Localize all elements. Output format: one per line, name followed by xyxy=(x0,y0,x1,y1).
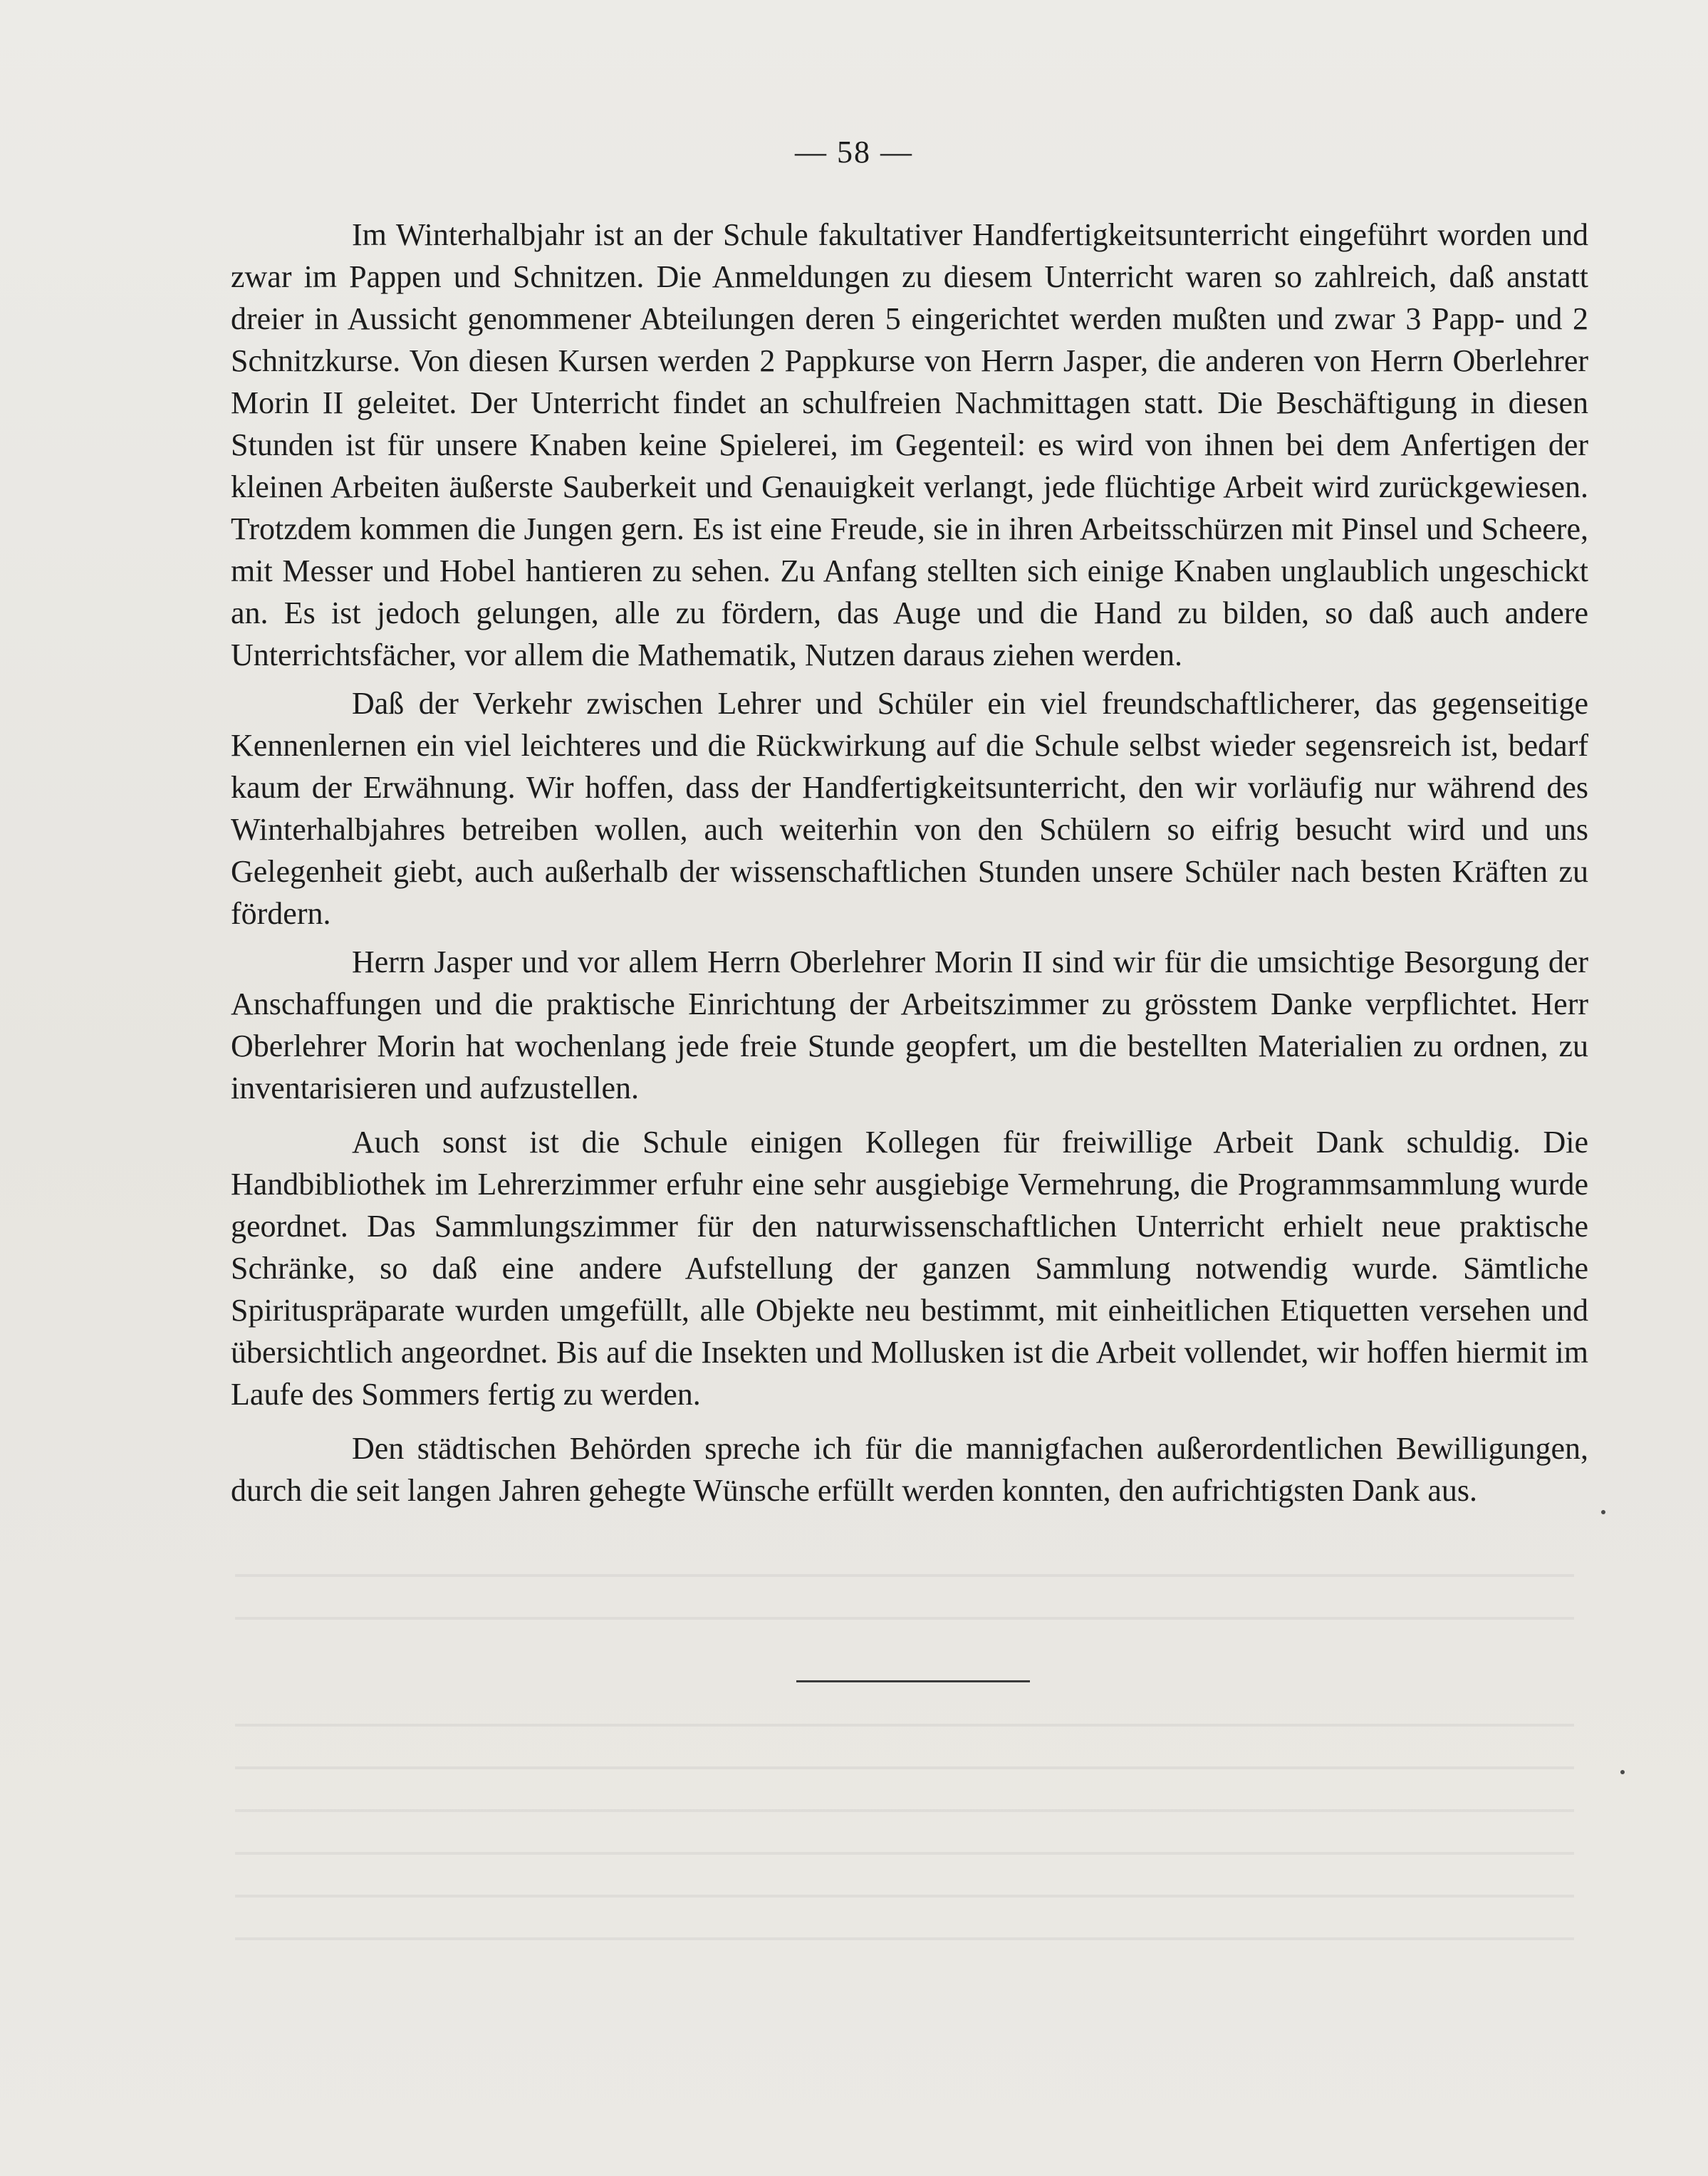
paragraph-behoerden: Den städtischen Behörden spreche ich für die mannigfachen außerordentlichen Bewilligungen, durch die seit langen Jahren gehegte Wünsche erfüllt werden konnten, den aufrichtigsten Dank aus. xyxy=(231,1431,1588,1508)
paper-speck xyxy=(1601,1510,1605,1514)
paragraph-dank-jasper-morin: Herrn Jasper und vor allem Herrn Oberlehrer Morin II sind wir für die umsichtige Besorgung der Anschaffungen und die praktische Einrichtung der Arbeitszimmer zu grösstem Danke verpflichtet. Herr Oberlehrer Morin hat wochenlang jede freie Stunde geopfert, um die bestellten Materialien zu ordnen, zu inventarisieren und aufzustellen. xyxy=(231,944,1588,1105)
bleed-through-line xyxy=(235,1766,1574,1769)
paragraph-kollegen: Auch sonst ist die Schule einigen Kollegen für freiwillige Arbeit Dank schuldig. Die Handbibliothek im Lehrerzimmer erfuhr eine sehr ausgiebige Vermehrung, die Programmsammlung wurde geordnet. Das Sammlungszimmer für den naturwissenschaftlichen Unterricht erhielt neue praktische Schränke, so daß eine andere Aufstellung der ganzen Sammlung notwendig wurde. Sämtliche Spirituspräparate wurden umgefüllt, alle Objekte neu bestimmt, mit einheitlichen Etiquetten versehen und übersichtlich angeordnet. Bis auf die Insekten und Mollusken ist die Arbeit vollendet, wir hoffen hiermit im Laufe des Sommers fertig zu werden. xyxy=(231,1125,1588,1412)
bleed-through-line xyxy=(235,1895,1574,1898)
section-divider xyxy=(796,1680,1030,1682)
paragraph-verkehr: Daß der Verkehr zwischen Lehrer und Schüler ein viel freundschaftlicherer, das gegenseitige Kennenlernen ein viel leichteres und die Rückwirkung auf die Schule selbst wieder segensreich ist, bedarf kaum der Erwähnung. Wir hoffen, dass der Handfertigkeitsunterricht, den wir vorläufig nur während des Winterhalbjahres betreiben wollen, auch weiterhin von den Schülern so eifrig besucht wird und uns Gelegenheit giebt, auch außerhalb der wissenschaftlichen Stunden unsere Schüler nach besten Kräften zu fördern. xyxy=(231,686,1588,931)
page-number: — 58 — xyxy=(795,135,913,170)
paper-speck xyxy=(1620,1770,1625,1774)
bleed-through-line xyxy=(235,1724,1574,1727)
bleed-through-line xyxy=(235,1852,1574,1855)
bleed-through-line xyxy=(235,1617,1574,1620)
body-text xyxy=(231,214,1588,1511)
paragraph-handfertigkeit: Im Winterhalbjahr ist an der Schule fakultativer Handfertigkeitsunterricht eingeführt worden und zwar im Pappen und Schnitzen. Die Anmeldungen zu diesem Unterricht waren so zahlreich, daß anstatt dreier in Aussicht genommener Abteilungen deren 5 eingerichtet werden mußten und zwar 3 Papp- und 2 Schnitzkurse. Von diesen Kursen werden 2 Pappkurse von Herrn Jasper, die anderen von Herrn Oberlehrer Morin II geleitet. Der Unterricht findet an schulfreien Nachmittagen statt. Die Beschäftigung in diesen Stunden ist für unsere Knaben keine Spielerei, im Gegenteil: es wird von ihnen bei dem Anfertigen der kleinen Arbeiten äußerste Sauberkeit und Genauigkeit verlangt, jede flüchtige Arbeit wird zurückgewiesen. Trotzdem kommen die Jungen gern. Es ist eine Freude, sie in ihren Arbeitsschürzen mit Pinsel und Scheere, mit Messer und Hobel hantieren zu sehen. Zu Anfang stellten sich einige Knaben unglaublich ungeschickt an. Es ist jedoch gelungen, alle zu fördern, das Auge und die Hand zu bilden, so daß auch andere Unterrichtsfächer, vor allem die Mathematik, Nutzen daraus ziehen werden. xyxy=(231,217,1588,672)
bleed-through-line xyxy=(235,1809,1574,1812)
bleed-through-line xyxy=(235,1937,1574,1940)
bleed-through-line xyxy=(235,1574,1574,1577)
